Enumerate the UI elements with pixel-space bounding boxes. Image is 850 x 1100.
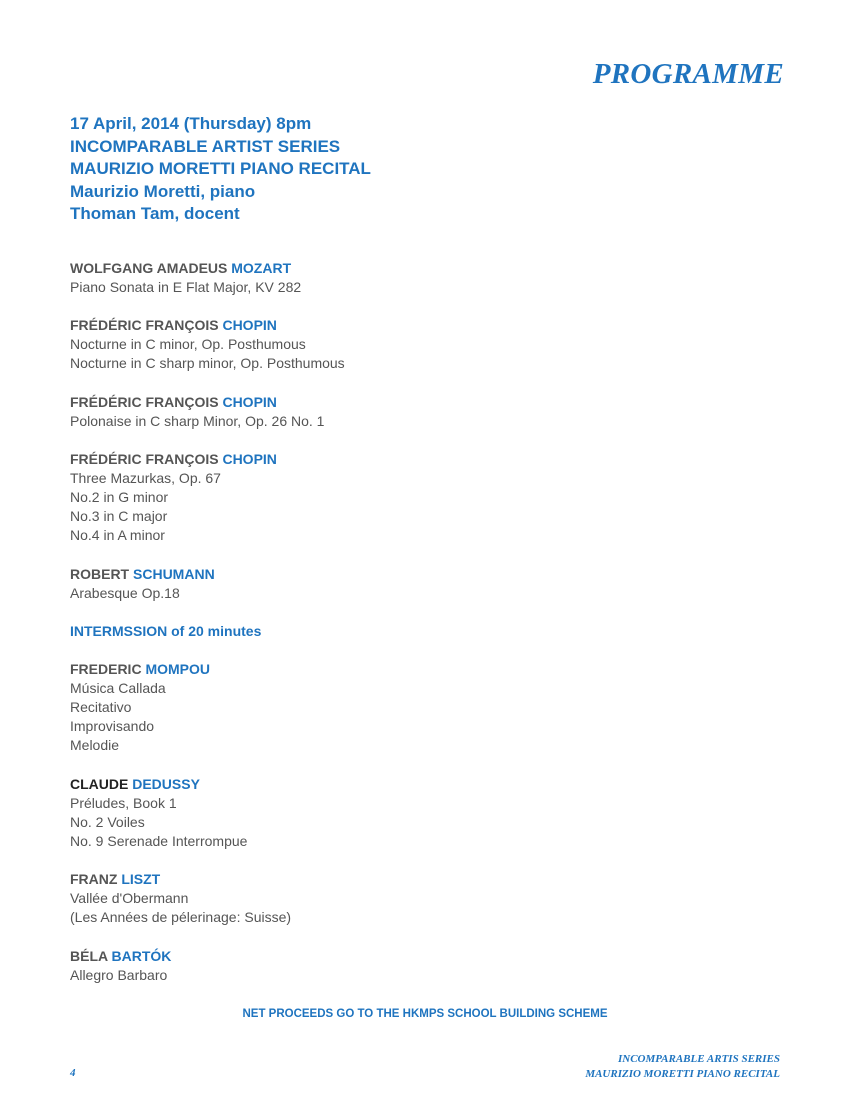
work-title: No.3 in C major bbox=[70, 508, 168, 525]
work-title: No. 9 Serenade Interrompue bbox=[70, 833, 248, 850]
program-item bbox=[70, 947, 345, 985]
work-title: Préludes, Book 1 bbox=[70, 794, 177, 811]
work-title: Polonaise in C sharp Minor, Op. 26 No. 1 bbox=[70, 412, 325, 429]
program-item bbox=[70, 259, 345, 297]
composer-first-name: BÉLA bbox=[70, 947, 108, 964]
work-title: Arabesque Op.18 bbox=[70, 584, 180, 601]
composer-first-name: WOLFGANG AMADEUS bbox=[70, 260, 228, 276]
proceeds-note: NET PROCEEDS GO TO THE HKMPS SCHOOL BUILDING SCHEME bbox=[242, 1008, 608, 1020]
intermission-note: INTERMSSION of 20 minutes bbox=[70, 622, 262, 639]
footer-series bbox=[585, 1052, 780, 1082]
composer-surname: BARTÓK bbox=[111, 947, 172, 964]
page-title: PROGRAMME bbox=[592, 58, 784, 90]
footer-recital-title: MAURIZIO MORETTI PIANO RECITAL bbox=[585, 1068, 780, 1080]
work-title: Improvisando bbox=[70, 718, 155, 735]
work-title: (Les Années de pélerinage: Suisse) bbox=[70, 909, 292, 926]
page-number: 4 bbox=[70, 1067, 76, 1079]
composer-name bbox=[70, 775, 345, 794]
composer-surname: LISZT bbox=[121, 871, 161, 888]
composer-name bbox=[70, 393, 345, 412]
work-title: Nocturne in C sharp minor, Op. Posthumous bbox=[70, 355, 345, 372]
work-title: Three Mazurkas, Op. 67 bbox=[70, 469, 221, 486]
work-title: Allegro Barbaro bbox=[70, 966, 168, 983]
composer-surname: CHOPIN bbox=[222, 450, 277, 467]
recital-title: MAURIZIO MORETTI PIANO RECITAL bbox=[70, 159, 371, 178]
program-item bbox=[70, 393, 345, 431]
work-title: Música Callada bbox=[70, 679, 166, 696]
composer-name bbox=[70, 870, 345, 889]
work-title: No. 2 Voiles bbox=[70, 813, 145, 830]
composer-surname: DEDUSSY bbox=[132, 775, 200, 792]
series-title: INCOMPARABLE ARTIST SERIES bbox=[70, 136, 341, 156]
program-item bbox=[70, 775, 345, 852]
event-date: 17 April, 2014 (Thursday) 8pm bbox=[70, 114, 312, 133]
work-title: Piano Sonata in E Flat Major, KV 282 bbox=[70, 279, 302, 295]
composer-name bbox=[70, 316, 345, 335]
composer-first-name: FRÉDÉRIC FRANÇOIS bbox=[70, 393, 219, 410]
composer-surname: CHOPIN bbox=[222, 393, 277, 410]
composer-first-name: ROBERT bbox=[70, 565, 130, 582]
composer-first-name: FREDERIC bbox=[70, 660, 142, 677]
composer-first-name: FRANZ bbox=[70, 871, 118, 888]
docent: Thoman Tam, docent bbox=[70, 204, 240, 223]
program-item bbox=[70, 660, 345, 756]
composer-surname: MOZART bbox=[231, 260, 292, 276]
work-title: No.4 in A minor bbox=[70, 527, 165, 544]
work-title: Recitativo bbox=[70, 699, 132, 716]
work-title: Vallée d'Obermann bbox=[70, 890, 189, 907]
composer-name bbox=[70, 947, 345, 966]
work-title: Nocturne in C minor, Op. Posthumous bbox=[70, 336, 306, 353]
program-list bbox=[70, 259, 345, 1004]
work-title: No.2 in G minor bbox=[70, 489, 169, 506]
footer-series-title: INCOMPARABLE ARTIS SERIES bbox=[617, 1053, 780, 1065]
composer-first-name: FRÉDÉRIC FRANÇOIS bbox=[70, 450, 219, 467]
composer-name bbox=[70, 565, 345, 584]
composer-name bbox=[70, 450, 345, 469]
work-title: Melodie bbox=[70, 737, 120, 754]
composer-name bbox=[70, 259, 345, 278]
program-item bbox=[70, 450, 345, 546]
composer-surname: MOMPOU bbox=[145, 660, 211, 677]
program-item bbox=[70, 316, 345, 373]
composer-first-name: FRÉDÉRIC FRANÇOIS bbox=[70, 317, 219, 334]
performer: Maurizio Moretti, piano bbox=[70, 181, 256, 201]
event-header bbox=[70, 113, 371, 226]
program-item bbox=[70, 565, 345, 603]
program-item bbox=[70, 870, 345, 927]
composer-name bbox=[70, 660, 345, 679]
composer-first-name: CLAUDE bbox=[70, 775, 129, 792]
composer-surname: SCHUMANN bbox=[133, 565, 215, 582]
composer-surname: CHOPIN bbox=[222, 317, 277, 334]
